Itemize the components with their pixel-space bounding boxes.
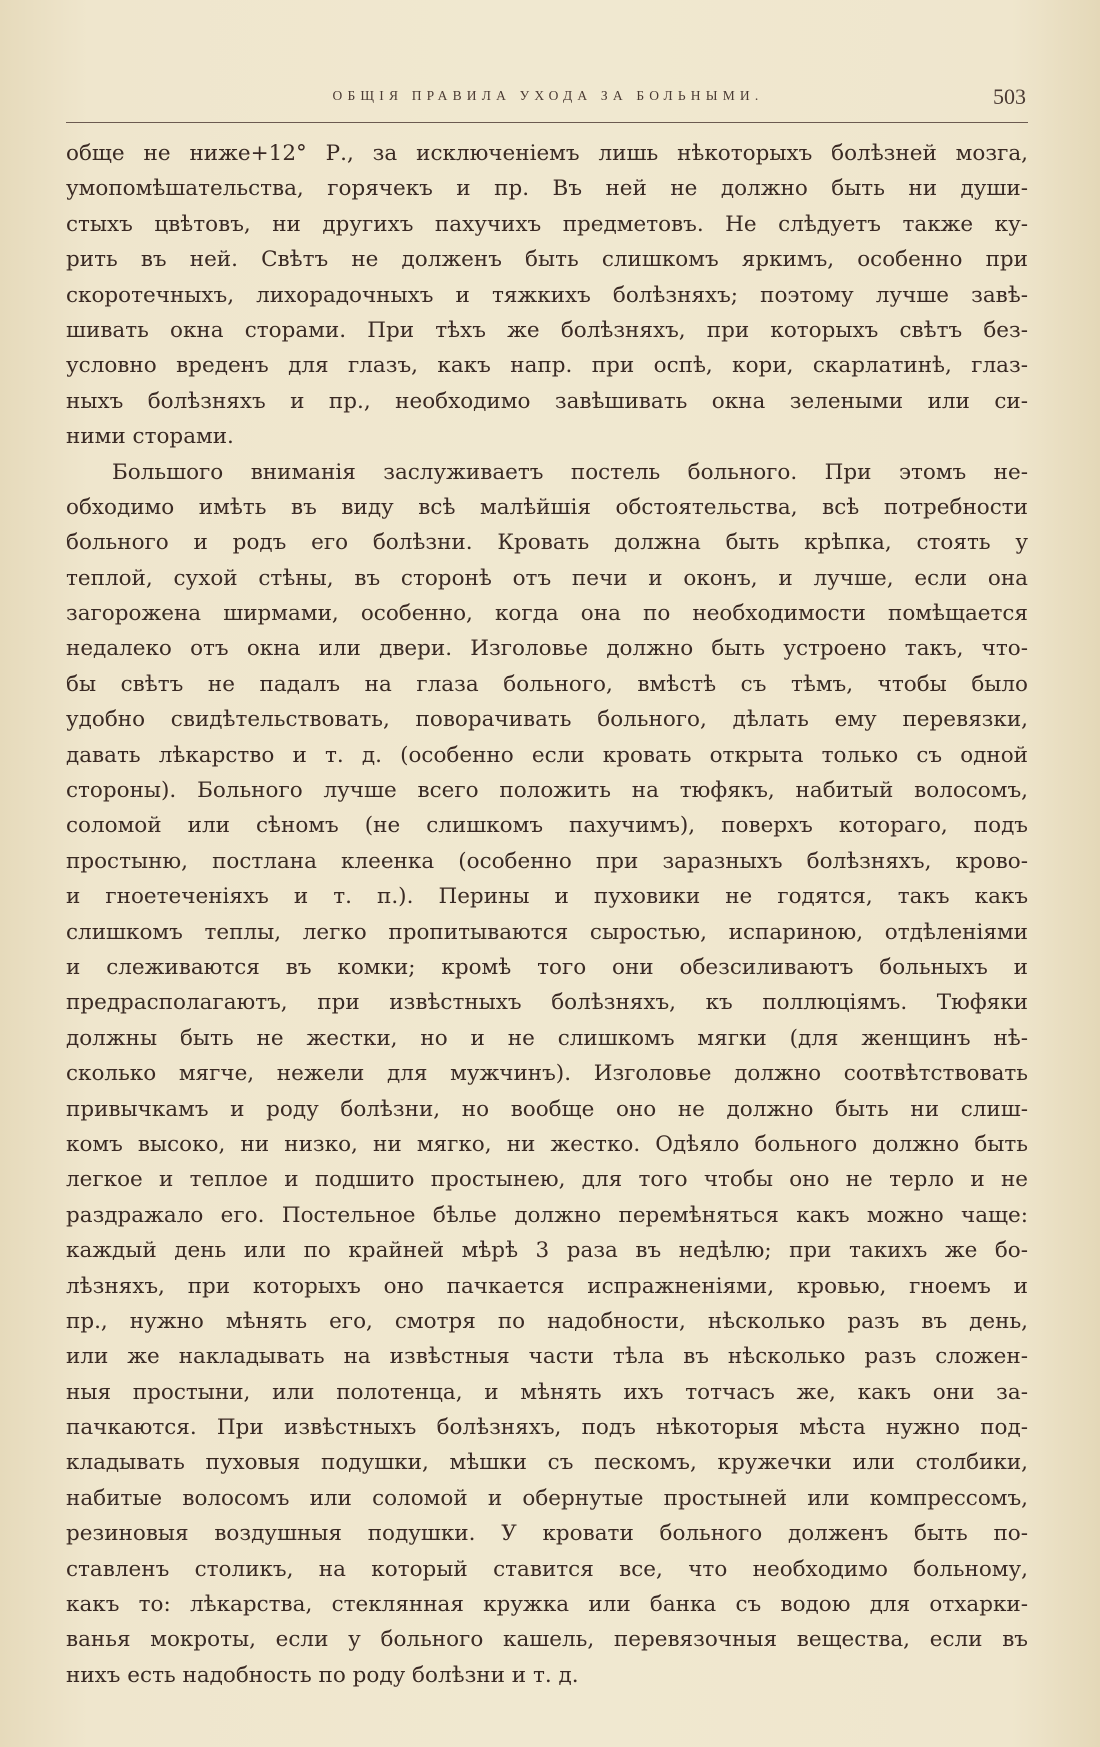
text-line: ныхъ болѣзняхъ и пр., необходимо завѣшивать окна зелеными или си-	[66, 388, 1028, 414]
text-line: рить въ ней. Свѣтъ не долженъ быть слишкомъ яркимъ, особенно при	[66, 247, 1028, 273]
text-line: условно вреденъ для глазъ, какъ напр. при оспѣ, кори, скарлатинѣ, глаз-	[66, 353, 1028, 379]
text-line: удобно свидѣтельствовать, поворачивать больного, дѣлать ему перевязки,	[66, 707, 1028, 733]
page-header	[66, 84, 1030, 116]
text-line: привычкамъ и роду болѣзни, но вообще оно не должно быть ни слиш-	[66, 1096, 1028, 1122]
text-line: или же накладывать на извѣстныя части тѣла въ нѣсколько разъ сложен-	[66, 1344, 1028, 1370]
text-line: пачкаются. При извѣстныхъ болѣзняхъ, подъ нѣкоторыя мѣста нужно под-	[66, 1415, 1028, 1441]
paragraph	[66, 455, 1028, 1694]
header-rule	[66, 122, 1028, 123]
text-line: должны быть не жестки, но и не слишкомъ мягки (для женщинъ нѣ-	[66, 1025, 1028, 1051]
body-text	[66, 136, 1028, 1693]
text-line: умопомѣшательства, горячекъ и пр. Въ ней не должно быть ни души-	[66, 176, 1028, 202]
text-line: бы свѣтъ не падалъ на глаза больного, вмѣстѣ съ тѣмъ, чтобы было	[66, 671, 1028, 697]
text-line: предрасполагаютъ, при извѣстныхъ болѣзняхъ, къ поллюціямъ. Тюфяки	[66, 990, 1028, 1016]
text-line: загорожена ширмами, особенно, когда она по необходимости помѣщается	[66, 601, 1028, 627]
text-line: легкое и теплое и подшито простынею, для того чтобы оно не терло и не	[66, 1167, 1028, 1193]
text-line: нихъ есть надобность по роду болѣзни и т. д.	[66, 1662, 579, 1688]
text-line: Большого вниманія заслуживаетъ постель больного. При этомъ не-	[112, 459, 1028, 485]
text-line: соломой или сѣномъ (не слишкомъ пахучимъ), поверхъ котораго, подъ	[66, 813, 1028, 839]
text-line: скоротечныхъ, лихорадочныхъ и тяжкихъ болѣзняхъ; поэтому лучше завѣ-	[66, 282, 1028, 308]
text-line: больного и родъ его болѣзни. Кровать должна быть крѣпка, стоять у	[66, 530, 1028, 556]
text-line: лѣзняхъ, при которыхъ оно пачкается испражненіями, кровью, гноемъ и	[66, 1273, 1028, 1299]
text-line: какъ то: лѣкарства, стеклянная кружка или банка съ водою для отхарки-	[66, 1592, 1028, 1618]
text-line: сколько мягче, нежели для мужчинъ). Изголовье должно соотвѣтствовать	[66, 1061, 1028, 1087]
text-line: ванья мокроты, если у больного кашель, перевязочныя вещества, если въ	[66, 1627, 1028, 1653]
text-line: слишкомъ теплы, легко пропитываются сыростью, испариною, отдѣленіями	[66, 919, 1028, 945]
text-line: набитые волосомъ или соломой и обернутые простыней или компрессомъ,	[66, 1485, 1028, 1511]
text-line: каждый день или по крайней мѣрѣ 3 раза въ недѣлю; при такихъ же бо-	[66, 1238, 1028, 1264]
text-line: резиновыя воздушныя подушки. У кровати больного долженъ быть по-	[66, 1521, 1028, 1547]
text-line: и слеживаются въ комки; кромѣ того они обезсиливаютъ больныхъ и	[66, 954, 1028, 980]
text-line: кладывать пуховыя подушки, мѣшки съ пескомъ, кружечки или столбики,	[66, 1450, 1028, 1476]
paragraph	[66, 136, 1028, 455]
text-line: и гноетеченіяхъ и т. п.). Перины и пуховики не годятся, такъ какъ	[66, 884, 1028, 910]
text-line: раздражало его. Постельное бѣлье должно перемѣняться какъ можно чаще:	[66, 1202, 1028, 1228]
text-line: пр., нужно мѣнять его, смотря по надобности, нѣсколько разъ въ день,	[66, 1308, 1028, 1334]
text-line: ставленъ столикъ, на который ставится все, что необходимо больному,	[66, 1556, 1028, 1582]
text-line: ныя простыни, или полотенца, и мѣнять ихъ тотчасъ же, какъ они за-	[66, 1379, 1028, 1405]
text-line: стороны). Больного лучше всего положить на тюфякъ, набитый волосомъ,	[66, 778, 1028, 804]
text-line: простыню, постлана клеенка (особенно при заразныхъ болѣзняхъ, крово-	[66, 848, 1028, 874]
text-line: теплой, сухой стѣны, въ сторонѣ отъ печи и оконъ, и лучше, если она	[66, 565, 1028, 591]
page-number: 503	[993, 84, 1026, 109]
text-line: обще не ниже+12° Р., за исключеніемъ лишь нѣкоторыхъ болѣзней мозга,	[66, 141, 1028, 166]
text-line: давать лѣкарство и т. д. (особенно если кровать открыта только съ одной	[66, 742, 1028, 768]
running-head: ОБЩІЯ ПРАВИЛА УХОДА ЗА БОЛЬНЫМИ.	[332, 88, 764, 103]
text-line: недалеко отъ окна или двери. Изголовье должно быть устроено такъ, что-	[66, 636, 1028, 662]
text-line: комъ высоко, ни низко, ни мягко, ни жестко. Одѣяло больного должно быть	[66, 1131, 1028, 1157]
text-line: шивать окна сторами. При тѣхъ же болѣзняхъ, при которыхъ свѣтъ без-	[66, 317, 1028, 343]
text-line: стыхъ цвѣтовъ, ни другихъ пахучихъ предметовъ. Не слѣдуетъ также ку-	[66, 211, 1028, 237]
text-line: ними сторами.	[66, 424, 234, 450]
text-line: обходимо имѣть въ виду всѣ малѣйшія обстоятельства, всѣ потребности	[66, 494, 1028, 520]
